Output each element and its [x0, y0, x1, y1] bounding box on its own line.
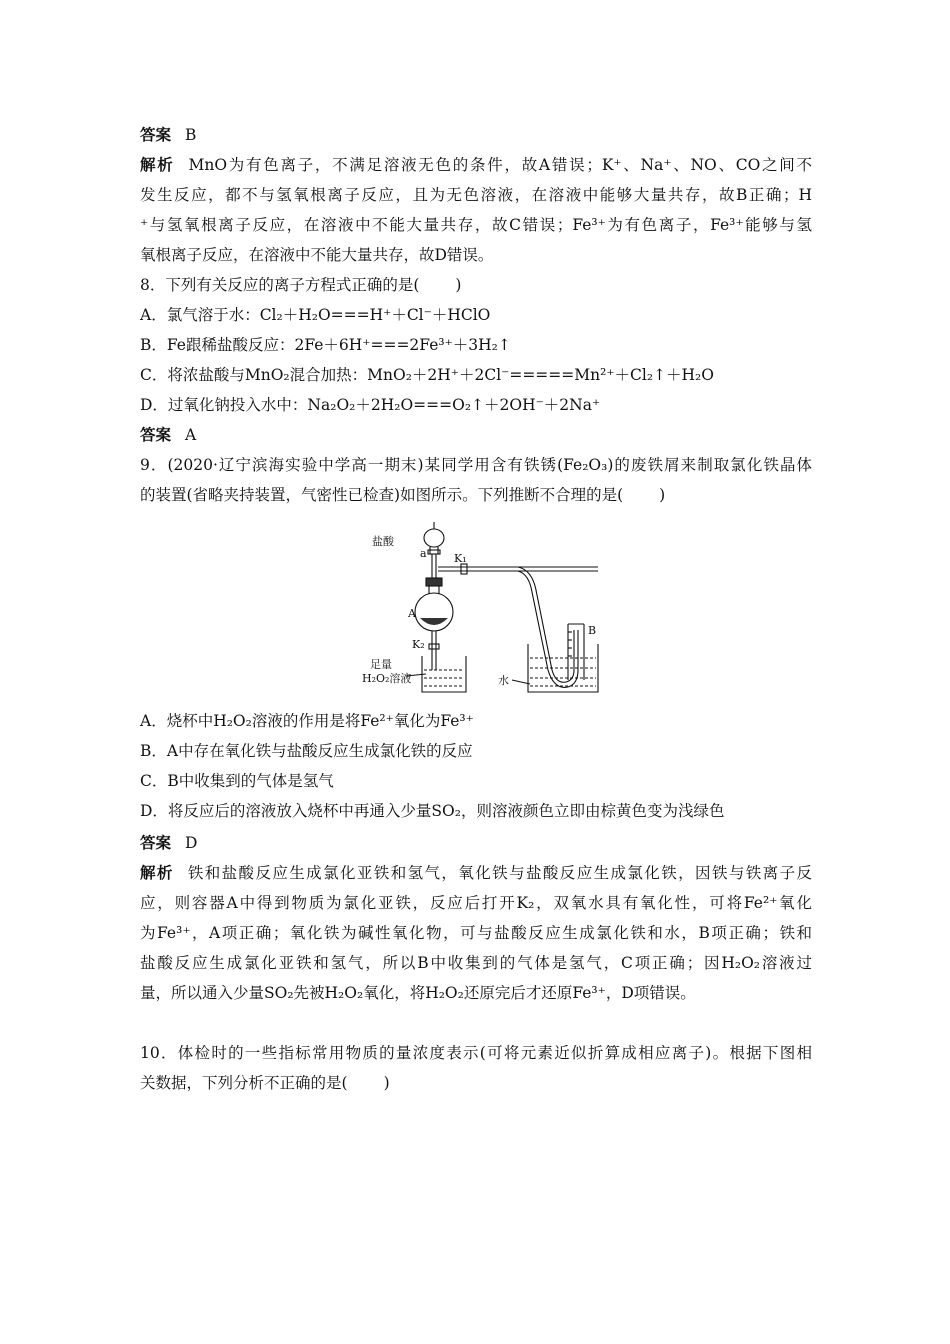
- label-h2o2: H₂O₂溶液: [362, 672, 412, 685]
- q10-stem-line-2: 关数据，下列分析不正确的是( ): [140, 1074, 390, 1092]
- q9-answer: 答案 D: [140, 833, 198, 852]
- q9-analysis-line-1: 解析 铁和盐酸反应生成氯化亚铁和氢气，氧化铁与盐酸反应生成氯化铁，因铁与铁离子反: [140, 863, 812, 882]
- q9-option-c: C．B中收集到的气体是氢气: [140, 772, 334, 790]
- q7-answer: 答案 B: [140, 125, 197, 144]
- label-a: a: [420, 547, 427, 560]
- q7-analysis-line-3: ⁺与氢氧根离子反应，在溶液中不能大量共存，故C错误；Fe³⁺为有色离子，Fe³⁺能够与氢: [140, 216, 812, 234]
- stopper: [426, 578, 442, 586]
- label-water: 水: [498, 674, 509, 687]
- q8-stem: 8．下列有关反应的离子方程式正确的是( ): [140, 276, 462, 294]
- flask-a: [415, 593, 453, 631]
- q7-analysis-line-1: 解析 MnO为有色离子，不满足溶液无色的条件，故A错误；K⁺、Na⁺、NO、CO之间不: [140, 155, 812, 174]
- q9-analysis-line-5: 量，所以通入少量SO₂先被H₂O₂氧化，将H₂O₂还原完后才还原Fe³⁺，D项错误。: [140, 984, 696, 1002]
- q9-analysis-line-3: 为Fe³⁺，A项正确；氧化铁为碱性氧化物，可与盐酸反应生成氯化铁和水，B项正确；铁和: [140, 924, 812, 942]
- q8-option-d: D．过氧化钠投入水中：Na₂O₂＋2H₂O===O₂↑＋2OH⁻＋2Na⁺: [140, 396, 601, 414]
- q8-option-c: C．将浓盐酸与MnO₂混合加热：MnO₂＋2H⁺＋2Cl⁻=====Mn²⁺＋Cl₂↑＋H₂O: [140, 366, 714, 384]
- q9-option-d: D．将反应后的溶液放入烧杯中再通入少量SO₂，则溶液颜色立即由棕黄色变为浅绿色: [140, 802, 725, 820]
- q8-answer: 答案 A: [140, 425, 197, 444]
- q9-analysis-line-2: 应，则容器A中得到物质为氯化亚铁，反应后打开K₂，双氧水具有氧化性，可将Fe²⁺氧化: [140, 894, 812, 912]
- q7-analysis-line-2: 发生反应，都不与氢氧根离子反应，且为无色溶液，在溶液中能够大量共存，故B正确；H: [140, 186, 812, 204]
- label-cylinder-b: B: [588, 624, 597, 637]
- beaker: [422, 656, 466, 692]
- q9-stem-line-1: 9．(2020·辽宁滨海实验中学高一期末)某同学用含有铁锈(Fe₂O₃)的废铁屑来制取氯化铁晶体: [140, 456, 812, 474]
- q9-option-a: A．烧杯中H₂O₂溶液的作用是将Fe²⁺氧化为Fe³⁺: [140, 712, 474, 730]
- q7-analysis-line-4: 氧根离子反应，在溶液中不能大量共存，故D错误。: [140, 246, 494, 264]
- funnel-bulb: [424, 529, 444, 547]
- q8-option-b: B．Fe跟稀盐酸反应：2Fe＋6H⁺===2Fe³⁺＋3H₂↑: [140, 336, 511, 354]
- q9-option-b: B．A中存在氧化铁与盐酸反应生成氯化铁的反应: [140, 742, 473, 760]
- q9-stem-line-2: 的装置(省略夹持装置，气密性已检查)如图所示。下列推断不合理的是( ): [140, 486, 666, 504]
- label-k1: K₁: [454, 552, 467, 565]
- label-excess: 足量: [370, 658, 392, 671]
- trough-figure: [498, 520, 610, 700]
- stopcock-k2: [429, 644, 439, 649]
- label-k2: K₂: [412, 638, 425, 651]
- label-hcl: 盐酸: [372, 535, 394, 548]
- q8-option-a: A．氯气溶于水：Cl₂＋H₂O===H⁺＋Cl⁻＋HClO: [140, 306, 491, 324]
- label-flask-a: A: [408, 607, 416, 620]
- q10-stem-line-1: 10．体检时的一些指标常用物质的量浓度表示(可将元素近似折算成相应离子)。根据下图相: [140, 1044, 812, 1062]
- q9-analysis-line-4: 盐酸反应生成氯化亚铁和氢气，所以B中收集到的气体是氢气，C项正确；因H₂O₂溶液过: [140, 954, 812, 972]
- clamp-k1: [461, 564, 467, 574]
